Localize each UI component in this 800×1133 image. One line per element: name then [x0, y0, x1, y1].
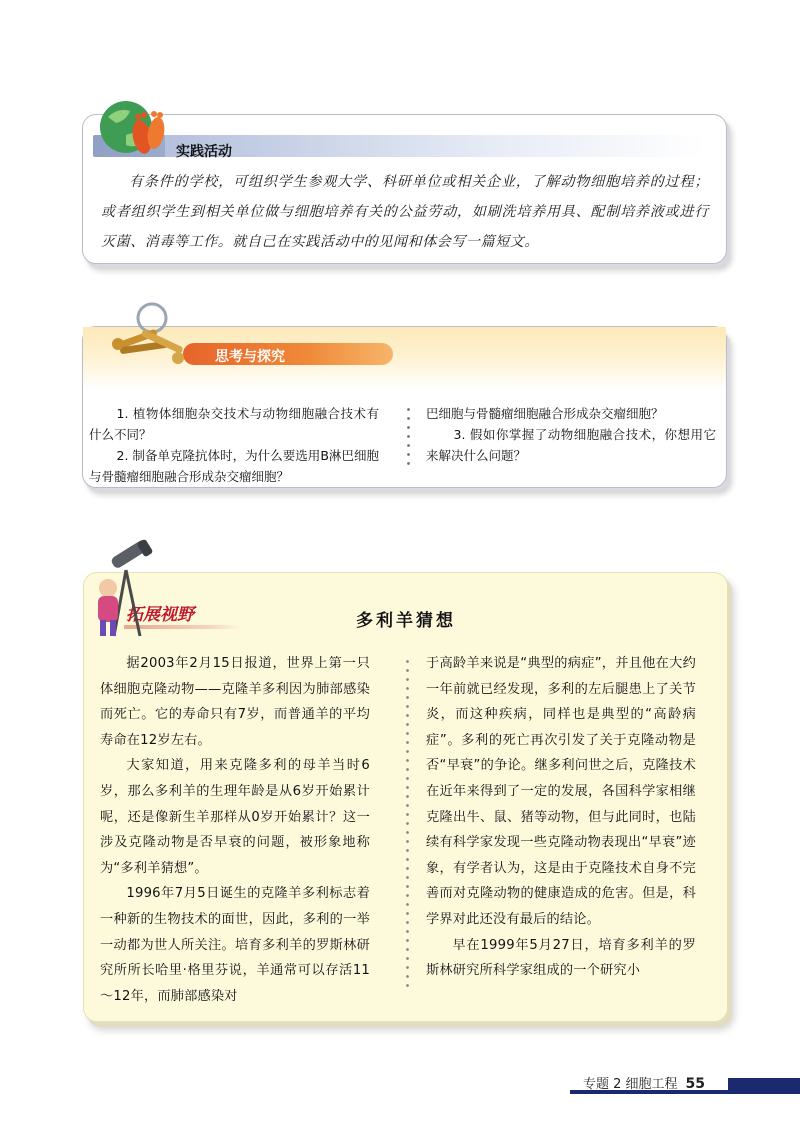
practice-body-text: 有条件的学校，可组织学生参观大学、科研单位或相关企业，了解动物细胞培养的过程；或者组织学生到相关单位做与细胞培养有关的公益劳动，如刷洗培养用具、配制培养液或进行灭菌、消毒等工作。就自己在实践活动中的见闻和体会写一篇短文。 [101, 174, 709, 250]
page-footer [583, 1073, 705, 1092]
article-paragraph: 早在1999年5月27日，培育多利羊的罗斯林研究所科学家组成的一个研究小 [426, 937, 696, 979]
article-right-column [426, 651, 696, 984]
think-right-column [426, 403, 716, 466]
question-2-continued: 巴细胞与骨髓瘤细胞融合形成杂交瘤细胞？ [426, 406, 664, 421]
question-1: 1. 植物体细胞杂交技术与动物细胞融合技术有什么不同？ [89, 406, 379, 442]
column-divider-dots [407, 405, 410, 467]
think-left-column [89, 403, 379, 484]
footer-section: 专题 2 细胞工程 [583, 1077, 678, 1092]
question-2: 2. 制备单克隆抗体时，为什么要选用B淋巴细胞与骨髓瘤细胞融合形成杂交瘤细胞？ [89, 448, 379, 484]
keys-icon [100, 300, 195, 380]
think-title: 思考与探究 [215, 349, 285, 365]
article-paragraph: 于高龄羊来说是“典型的病症”，并且他在大约一年前就已经发现，多利的左后腿患上了关节炎，而这种疾病，同样也是典型的“高龄病症”。多利的死亡再次引发了关于克隆动物是否“早衰”的争论。继多利问世之后，克隆技术在近年来得到了一定的发展，各国科学家相继克隆出牛、鼠、猪等动物，但与此同时，也陆续有科学家发现一些克隆动物表现出“早衰”迹象，有学者认为，这是由于克隆技术自身不完善而对克隆动物的健康造成的危害。但是，科学界对此还没有最后的结论。 [426, 656, 696, 927]
globe-footprint-icon [96, 93, 176, 163]
page-number: 55 [685, 1076, 706, 1092]
article-column-divider [406, 657, 409, 987]
extend-label: 拓展视野 [126, 605, 194, 625]
extend-view-box [83, 572, 728, 1022]
article-paragraph: 据2003年2月15日报道，世界上第一只体细胞克隆动物——克隆羊多利因为肺部感染而死亡。它的寿命只有7岁，而普通羊的平均寿命在12岁左右。 [100, 656, 370, 748]
article-paragraph: 大家知道，用来克隆多利的母羊当时6岁，那么多利羊的生理年龄是从6岁开始累计呢，还是像新生羊那样从0岁开始累计？这一涉及克隆动物是否早衰的问题，被形象地称为“多利羊猜想”。 [100, 758, 370, 876]
article-title: 多利羊猜想 [356, 611, 456, 631]
question-3: 3. 假如你掌握了动物细胞融合技术，你想用它来解决什么问题？ [426, 427, 716, 463]
practice-title: 实践活动 [176, 144, 232, 160]
practice-activity-box [82, 114, 727, 264]
article-paragraph: 1996年7月5日诞生的克隆羊多利标志着一种新的生物技术的面世，因此，多利的一举一动都为世人所关注。培育多利羊的罗斯林研究所所长哈里·格里芬说，羊通常可以存活11～12年，而肺部感染对 [100, 886, 370, 1004]
practice-header-fade [165, 135, 705, 157]
telescope-icon [88, 540, 158, 645]
article-left-column [100, 651, 370, 1009]
